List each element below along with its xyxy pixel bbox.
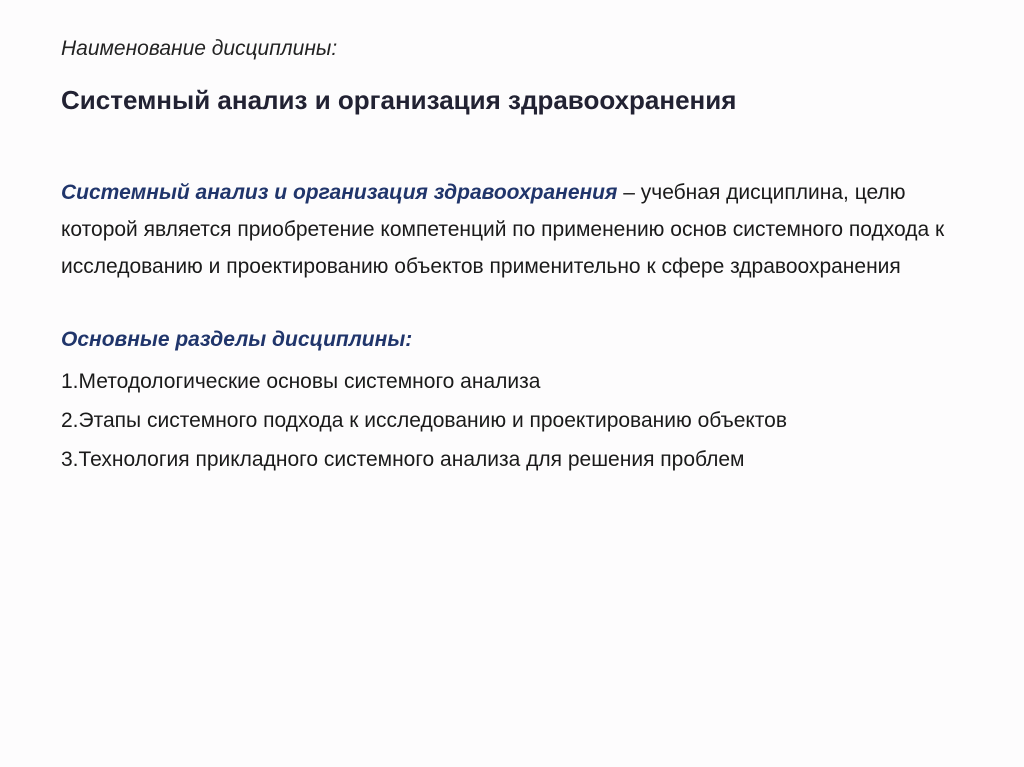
definition-text: учебная дисциплина, целю которой является приобретение компетенций по применению основ системного подхода к исследованию и проектированию объектов применительно к сфере здравоохранения — [61, 181, 945, 278]
section-item: 3.Технология прикладного системного анализа для решения проблем — [61, 448, 745, 471]
discipline-title: Системный анализ и организация здравоохранения — [61, 85, 737, 115]
sections-heading: Основные разделы дисциплины: — [61, 328, 413, 351]
discipline-label: Наименование дисциплины: — [61, 37, 338, 60]
section-item: 1.Методологические основы системного анализа — [61, 370, 541, 393]
definition-dash: – — [617, 181, 641, 204]
sections-list — [61, 369, 964, 473]
section-item: 2.Этапы системного подхода к исследованию и проектированию объектов — [61, 409, 788, 432]
discipline-definition — [61, 174, 964, 285]
definition-term: Системный анализ и организация здравоохранения — [61, 181, 618, 204]
